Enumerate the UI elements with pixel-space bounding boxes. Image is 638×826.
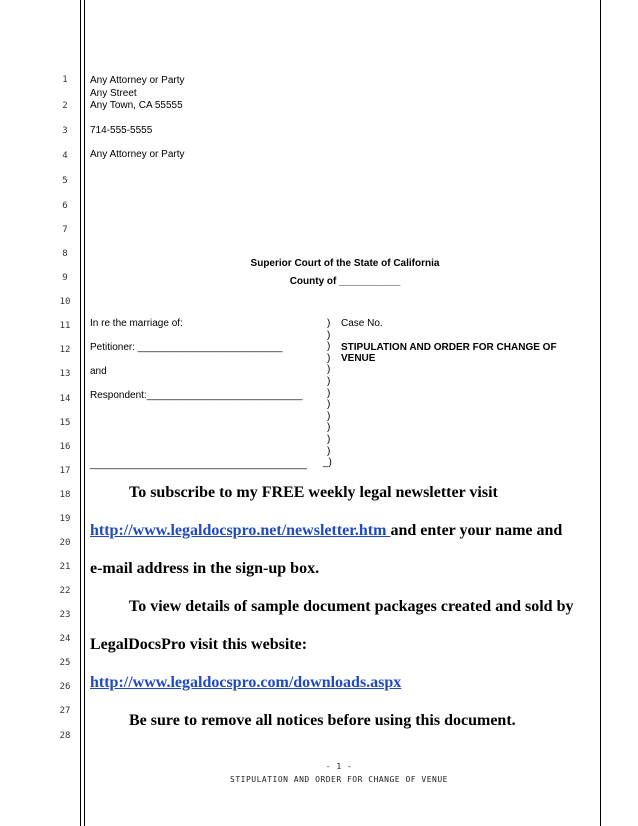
document-title-line1: STIPULATION AND ORDER FOR CHANGE OF xyxy=(341,342,557,353)
caption-paren: ) xyxy=(327,434,331,445)
newsletter-intro: To subscribe to my FREE weekly legal newsletter visit xyxy=(129,484,498,501)
caption-paren: ) xyxy=(327,387,331,399)
line-number: 24 xyxy=(59,634,71,644)
attorney-phone: 714-555-5555 xyxy=(90,125,153,136)
remove-notice-text: Be sure to remove all notices before using this document. xyxy=(129,712,516,729)
footer-page-number: - 1 - xyxy=(325,762,353,771)
line-number: 20 xyxy=(59,538,71,548)
line-number: 26 xyxy=(59,682,71,692)
newsletter-rest: and enter your name and xyxy=(390,522,563,539)
caption-paren: ) xyxy=(327,352,331,364)
caption-petitioner: Petitioner: __________________________ xyxy=(90,342,283,353)
line-number: 17 xyxy=(59,466,71,476)
caption-paren: ) xyxy=(327,410,331,422)
caption-paren: ) xyxy=(327,364,331,376)
downloads-line xyxy=(90,674,401,692)
caption-paren: ) xyxy=(327,399,331,411)
line-number: 8 xyxy=(62,249,68,259)
caption-marriage: In re the marriage of: xyxy=(90,318,183,329)
line-number: 25 xyxy=(59,658,71,668)
caption-and: and xyxy=(90,366,107,377)
line-number: 1 xyxy=(62,75,68,85)
line-number: 22 xyxy=(59,586,71,596)
caption-paren: ) xyxy=(327,422,331,434)
line-number: 15 xyxy=(59,418,71,428)
newsletter-link[interactable]: http://www.legaldocspro.net/newsletter.htm xyxy=(90,522,391,539)
left-margin-rule-outer xyxy=(80,0,81,826)
line-number: 13 xyxy=(59,369,71,379)
right-margin-rule xyxy=(600,0,601,826)
line-number: 16 xyxy=(59,442,71,452)
line-number: 28 xyxy=(59,731,71,741)
packages-intro: To view details of sample document packages created and sold by xyxy=(129,598,574,615)
line-number: 7 xyxy=(62,225,68,235)
attorney-city: Any Town, CA 55555 xyxy=(90,100,183,111)
line-number: 9 xyxy=(62,273,68,283)
line-number: 12 xyxy=(59,345,71,355)
caption-paren-last: _) xyxy=(323,457,332,469)
line-number: 6 xyxy=(62,201,68,211)
attorney-role: Any Attorney or Party xyxy=(90,149,185,160)
line-number: 5 xyxy=(62,176,68,186)
caption-paren: ) xyxy=(327,329,331,341)
footer-title: STIPULATION AND ORDER FOR CHANGE OF VENUE xyxy=(230,775,448,784)
caption-paren: ) xyxy=(327,445,331,457)
downloads-link[interactable]: http://www.legaldocspro.com/downloads.aspx xyxy=(90,674,402,691)
caption-bottom-line: _______________________________________ xyxy=(90,459,307,470)
line-number: 3 xyxy=(62,126,68,136)
attorney-street: Any Street xyxy=(90,88,137,99)
left-margin-rule-inner xyxy=(84,0,85,826)
newsletter-signup-text: e-mail address in the sign-up box. xyxy=(90,560,320,577)
line-number: 14 xyxy=(59,394,71,404)
line-number: 4 xyxy=(62,151,68,161)
line-number: 11 xyxy=(59,321,71,331)
caption-paren: ) xyxy=(327,376,331,387)
packages-line2: LegalDocsPro visit this website: xyxy=(90,636,308,653)
case-number-label: Case No. xyxy=(341,318,383,329)
caption-paren: ) xyxy=(327,318,331,329)
attorney-name: Any Attorney or Party xyxy=(90,75,185,86)
line-number: 18 xyxy=(59,490,71,500)
caption-respondent: Respondent:____________________________ xyxy=(90,390,303,401)
caption-paren: ) xyxy=(327,341,331,353)
line-number: 19 xyxy=(59,514,71,524)
line-number: 21 xyxy=(59,562,71,572)
line-number: 10 xyxy=(59,297,71,307)
document-title-line2: VENUE xyxy=(341,353,376,364)
line-number: 23 xyxy=(59,610,71,620)
court-county: County of ___________ xyxy=(289,276,401,287)
line-number: 27 xyxy=(59,706,71,716)
newsletter-line xyxy=(90,522,562,540)
court-name: Superior Court of the State of California xyxy=(250,258,440,269)
line-number: 2 xyxy=(62,101,68,111)
